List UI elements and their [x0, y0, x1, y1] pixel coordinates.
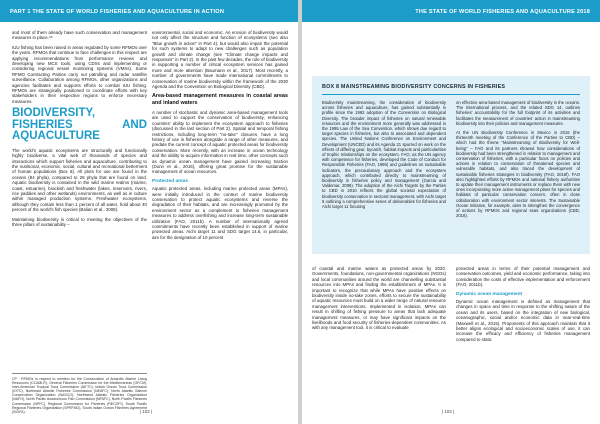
paragraph: At the UN Biodiversity Conference in Mexico in 2016 (the thirteenth meeting of the Conference of the Parties to CBD) – which had the theme "Mainstreaming of Biodiversity for Well-being" – FAO and its partners showed how considerations of biodiversity had been strengthened in relation to management and conservation of fisheries, with a particular focus on policies and actions in relation to conservation of threatened species and vulnerable habitats, and also traced the development of sustainable fisheries strategies in biodiversity (FAO, 2016f). FAO also highlighted efforts by RFMOs and national fishery authorities to update their management instruments or replace them with new ones incorporating more active management plans for species and habitats of particular conservation concern, often in close collaboration with environment sector interests. The Sustainable Ocean Initiative, for example, aims to strengthen the convergence of actions by RFMOs and regional seas organizations (CBD, 2016).	[456, 130, 580, 219]
right-column-1	[312, 266, 446, 335]
paragraph: of coastal and marine waters as protected areas by 2020. Governments, foundations, non-governmental organizations (NGOs) and local communities around the world are channelling substantial resources into MPAs and finding the establishment of MPAs. It is important to recognize that while MPAs have positive effects on biodiversity inside no-take zones, efforts to secure the sustainability of aquatic resources must build on a wider range of natural resource management interventions. Implemented in isolation, MPAs can result in shifting of fishing pressure to areas that lack adequate management measures, or may have significant impacts on the livelihoods and food security of fisheries-dependent communities. As with any management tool, it is critical to evaluate	[312, 266, 446, 331]
paragraph: Dynamic ocean management is defined as management that changes in space and time in response to the shifting nature of the ocean and its users, based on the integration of new biological, oceanographic, social and/or economic data in near-real-time (Maxwell et al., 2015). Proponents of this approach maintain that it better aligns ecological and socioeconomic scales of use, it can increase the efficacy and efficiency of fisheries management compared to static	[456, 299, 590, 342]
section-heading: BIODIVERSITY, FISHERIES AND AQUACULTURE	[12, 107, 147, 143]
subsection-heading: Area-based management measures in coastal areas and inland waters	[152, 93, 288, 106]
paragraph: IUU fishing has been raised in areas regulated by some RFMOs over the years. RFMOs that continue to face challenges in this respect are applying recommendations from performance reviews and developing new MCS tools, using CDSs and implementing or considering regional vessel monitoring systems (VMSs). Some RFMO Contracting Parties carry out patrolling and radar satellite surveillance. Collaboration among RFMOs, other organizations and agencies facilitates and supports efforts to combat IUU fishing. RFMOs are strategically positioned to coordinate efforts with key stakeholders in their respective regions to enforce necessary measures.	[12, 44, 147, 104]
minor-heading: Protected areas	[152, 178, 188, 184]
right-page	[302, 0, 600, 424]
right-page-header	[302, 0, 600, 22]
paragraph: and most of them already have such conservation and management measures in place.⁹⁸	[12, 30, 147, 41]
box-column-2	[456, 100, 580, 222]
paragraph: on effective area-based management of biodiversity in the oceans. The international process, and the related SDG 14, outlines fisheries' accountability for the full footprint of its activities and facilitates the measurement of countries' action in mainstreaming biodiversity into their policies and management measures.	[456, 100, 580, 126]
left-column-1	[12, 30, 147, 231]
left-header-text: PART 1 THE STATE OF WORLD FISHERIES AND AQUACULTURE IN ACTION	[10, 9, 225, 15]
box-8	[312, 76, 590, 254]
right-header-text: THE STATE OF WORLD FISHERIES AND AQUACULTURE 2018	[415, 9, 590, 15]
paragraph: The world's aquatic ecosystems are structurally and functionally highly biodiverse, a vital web of thousands of species and interactions which support fisheries and aquaculture, contributing to the nutritional, economic, social, cultural and recreational betterment of human populations (Box 8). All plots for use are found in the oceans (94 phyla), compared to 28 phyla that are found on land. Aquatic biodiversity is contained in the wild marine realms (marine, coast, estuarine), brackish and freshwater (lakes, reservoirs, rivers, rice paddies and other wetlands) environments, as well as in culture within managed production systems. Freshwater ecosystems, although they contain less than 1 percent of all water, hold about 40 percent of the world's fish species (Balian et al., 2008).	[12, 147, 147, 213]
box-divider	[322, 94, 580, 95]
box-title: BOX 8 MAINSTREAMING BIODIVERSITY CONCERNS IN FISHERIES	[322, 84, 506, 90]
paragraph: environmental, social and economic. An erosion of biodiversity would not only affect the structure and function of ecosystems (see also "Blue growth in action" in Part 4), but would also impair the potential for such systems to adapt to new challenges such as population growth and climate change (see "Climate change impacts and responses" in Part 2). In the past few decades, the role of biodiversity in supporting a number of critical ecosystem services has gained more and more attention (Baumann et al., 2017). Most recently, a number of governments have made international commitments to conservation of marine biodiversity within the framework of the 2030 Agenda and the Convention on Biological Diversity (CBD).	[152, 30, 288, 90]
paragraph: A number of stochastic and dynamic area-based management tools are used to support the conservation of biodiversity, enhancing countries' ability to implement the ecosystem approach to fisheries (discussed in the last section of Part 2). Spatial and temporal fishing restrictions, including long-term "no-take" closures, have a long history of use in fisheries alongside a range of other measures, and predate the current concept of aquatic protected areas for biodiversity conservation. More recently, with an increase in ocean technology and the ability to acquire information in real time, other concepts such as dynamic ocean management have gained increasing traction (Dunn et al., 2016), offering great promise for the sustainable management of ocean resources.	[152, 109, 288, 175]
page-number: | 102 |	[140, 409, 153, 414]
footnote: CP · RFMOs in respect to mention for the Conservation of Antarctic Marine Living Resources (CCAMLR), General Fisheries Commission for the Mediterranean (GFCM), Inter-American Tropical Tuna Commission (IATTC), Indian Ocean Tuna Commission (IOTC), Northeast Atlantic Fisheries Commission (NEAFC), North Atlantic Salmon Conservation Organization (NASCO), Northwest Atlantic Fisheries Organization (NAFO), North Pacific Anadromous Fish Commission (NPAFC), North Pacific Fisheries Commission (NPFC), Regional Commission for Fisheries (RECOFI), South Pacific Regional Fisheries Organization (SPRFMO), South Indian Ocean Fisheries Agreement (SIOFA).	[12, 373, 147, 414]
left-page-header	[0, 0, 298, 22]
left-column-2	[152, 30, 288, 244]
paragraph: Maintaining biodiversity is critical to meeting the objectives of the three pillars of sustainability –	[12, 216, 147, 228]
page-number: | 103 |	[442, 409, 455, 414]
left-page	[0, 0, 298, 424]
right-column-2	[456, 266, 590, 346]
box-column-1	[322, 100, 446, 213]
minor-heading: Dynamic ocean management	[456, 291, 523, 297]
paragraph: protected areas in terms of their potential management and conservation outcomes, yield and economic performance, taking into consideration the costs of effective implementation and enforcement (FAO, 2011b).	[456, 266, 590, 288]
paragraph: Aquatic protected areas, including marine protected areas (MPAs), were initially introduced in the context of marine biodiversity conservation to protect aquatic ecosystems and reverse the degradation of their habitats, and are increasingly promoted by the environment sector as a complement to fisheries management measures to address overfishing and increase long-term sustainable utilization (FAO, 2011b). A number of internationally agreed commitments have recently been established in support of marine protected areas. Aichi target 11 and SDG target 14.5, in particular, aim for the designation of 10 percent	[152, 186, 288, 240]
paragraph: Biodiversity mainstreaming, the consideration of biodiversity across fisheries and aquaculture, has gained substantially in profile since the 1992 adoption of the Convention on Biological Diversity. The broader impact of fisheries on natural renewable resources and the environment more generally was addressed in the 1995 Law of the Sea Convention, which shows due regard to target species in fisheries, but also to associated and dependent species. The United Nations Conference on Environment and Development (UNCED) and its Agenda 21 spurred on work on the effects of differing gear, bycatch, habitat impacts and particularities of trophic relationships on the ecosystem. FAO, as the UN agency with competence for fisheries, developed the Code of Conduct for Responsible Fisheries (FAO, 1995) and guidelines on sustainable indicators, the precautionary approach and the ecosystem approach, which contributed directly to mainstreaming of biodiversity in fisheries policy and management (Garcia and Valdemar, 2008). The adoption of the Aichi Targets by the Parties to CBD in 2010 reflects the global societal expectation of biodiversity conservation in sectoral management, with Aichi target 6 outlining a comprehensive series of deliverables for fisheries and Aichi target 11 focusing	[322, 100, 446, 210]
